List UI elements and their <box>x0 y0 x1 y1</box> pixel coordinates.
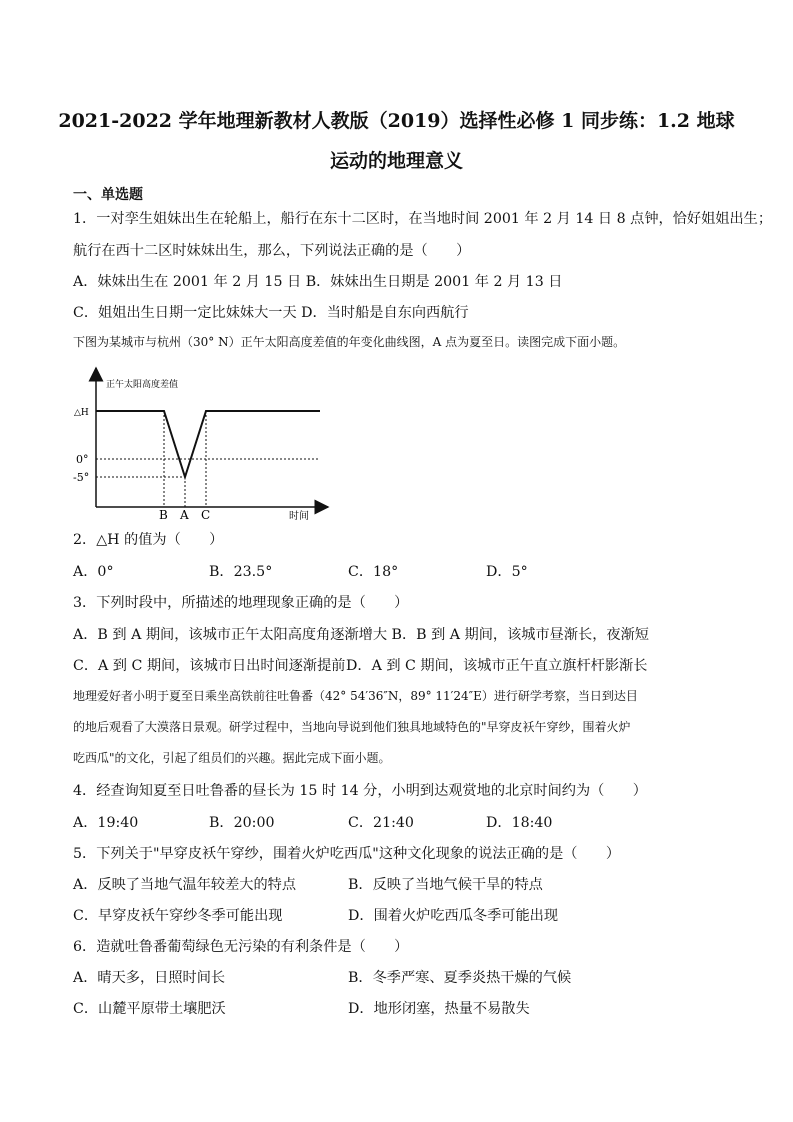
solar-altitude-chart <box>70 362 340 522</box>
material-2-line2: 的地后观看了大漠落日景观。研学过程中，当地向导说到他们独具地域特色的"早穿皮袄午穿纱，围着火炉 <box>73 720 631 734</box>
q5-stem: 5．下列关于"早穿皮袄午穿纱，围着火炉吃西瓜"这种文化现象的说法正确的是（ ） <box>73 846 621 862</box>
q1-options-ab: A．妹妹出生在 2001 年 2 月 15 日 B．妹妹出生日期是 2001 年 2 月 13 日 <box>73 274 563 290</box>
q2-option-b: B．23.5° <box>209 564 273 580</box>
q4-option-d: D．18:40 <box>486 815 553 831</box>
q1-options-cd: C．姐姐出生日期一定比妹妹大一天 D．当时船是自东向西航行 <box>73 305 469 321</box>
q5-option-a: A．反映了当地气温年较差大的特点 <box>73 877 297 893</box>
x-axis-label: 时间 <box>289 511 309 522</box>
q4-option-c: C．21:40 <box>348 815 414 831</box>
doc-title-line2: 运动的地理意义 <box>329 150 463 172</box>
q2-option-d: D．5° <box>486 564 528 580</box>
q6-option-b: B．冬季严寒、夏季炎热干燥的气候 <box>348 970 572 986</box>
series-line <box>96 411 320 477</box>
x-tick-c: C <box>201 508 211 522</box>
q4-option-a: A．19:40 <box>73 815 139 831</box>
q3-options-ab: A．B 到 A 期间，该城市正午太阳高度角逐渐增大 B．B 到 A 期间，该城市昼渐长，夜渐短 <box>73 627 649 643</box>
q5-option-c: C．早穿皮袄午穿纱冬季可能出现 <box>73 908 283 924</box>
q2-option-a: A．0° <box>73 564 114 580</box>
q3-stem: 3．下列时段中，所描述的地理现象正确的是（ ） <box>73 595 409 611</box>
material-2-line3: 吃西瓜"的文化，引起了组员们的兴趣。据此完成下面小题。 <box>73 751 391 765</box>
q6-option-a: A．晴天多，日照时间长 <box>73 970 226 986</box>
q4-stem: 4．经查询知夏至日吐鲁番的昼长为 15 时 14 分，小明到达观赏地的北京时间约为（ ） <box>73 783 647 799</box>
q6-stem: 6．造就吐鲁番葡萄绿色无污染的有利条件是（ ） <box>73 939 409 955</box>
y-axis-label: 正午太阳高度差值 <box>106 380 179 390</box>
material-1: 下图为某城市与杭州（30° N）正午太阳高度差值的年变化曲线图，A 点为夏至日。读图完成下面小题。 <box>73 335 626 349</box>
x-tick-b: B <box>159 508 168 522</box>
q2-option-c: C．18° <box>348 564 399 580</box>
doc-title-line1: 2021-2022 学年地理新教材人教版（2019）选择性必修 1 同步练：1.2 地球 <box>58 110 735 132</box>
y-tick-dh: △H <box>74 408 89 418</box>
q6-option-d: D．地形闭塞，热量不易散失 <box>348 1001 530 1017</box>
q3-option-d: D．A 到 C 期间，该城市正午直立旗杆杆影渐长 <box>346 658 648 674</box>
q2-stem: 2．△H 的值为（ ） <box>73 532 224 548</box>
q3-option-c: C．A 到 C 期间，该城市日出时间逐渐提前 <box>73 658 346 674</box>
q5-option-b: B．反映了当地气候干旱的特点 <box>348 877 543 893</box>
q5-option-d: D．围着火炉吃西瓜冬季可能出现 <box>348 908 559 924</box>
q1-stem-line2: 航行在西十二区时妹妹出生，那么，下列说法正确的是（ ） <box>73 243 471 259</box>
section-heading: 一、单选题 <box>73 187 143 203</box>
y-tick-neg5: -5° <box>73 471 90 484</box>
q1-stem-line1: 1．一对孪生姐妹出生在轮船上，船行在东十二区时，在当地时间 2001 年 2 月 14 日 8 点钟，恰好姐姐出生； <box>73 211 773 227</box>
q4-option-b: B．20:00 <box>209 815 275 831</box>
x-tick-a: A <box>180 508 189 522</box>
material-2-line1: 地理爱好者小明于夏至日乘坐高铁前往吐鲁番（42° 54′36″N，89° 11′24″E）进行研学考察，当日到达目 <box>73 689 638 703</box>
y-tick-0: 0° <box>76 453 89 466</box>
q6-option-c: C．山麓平原带土壤肥沃 <box>73 1001 226 1017</box>
